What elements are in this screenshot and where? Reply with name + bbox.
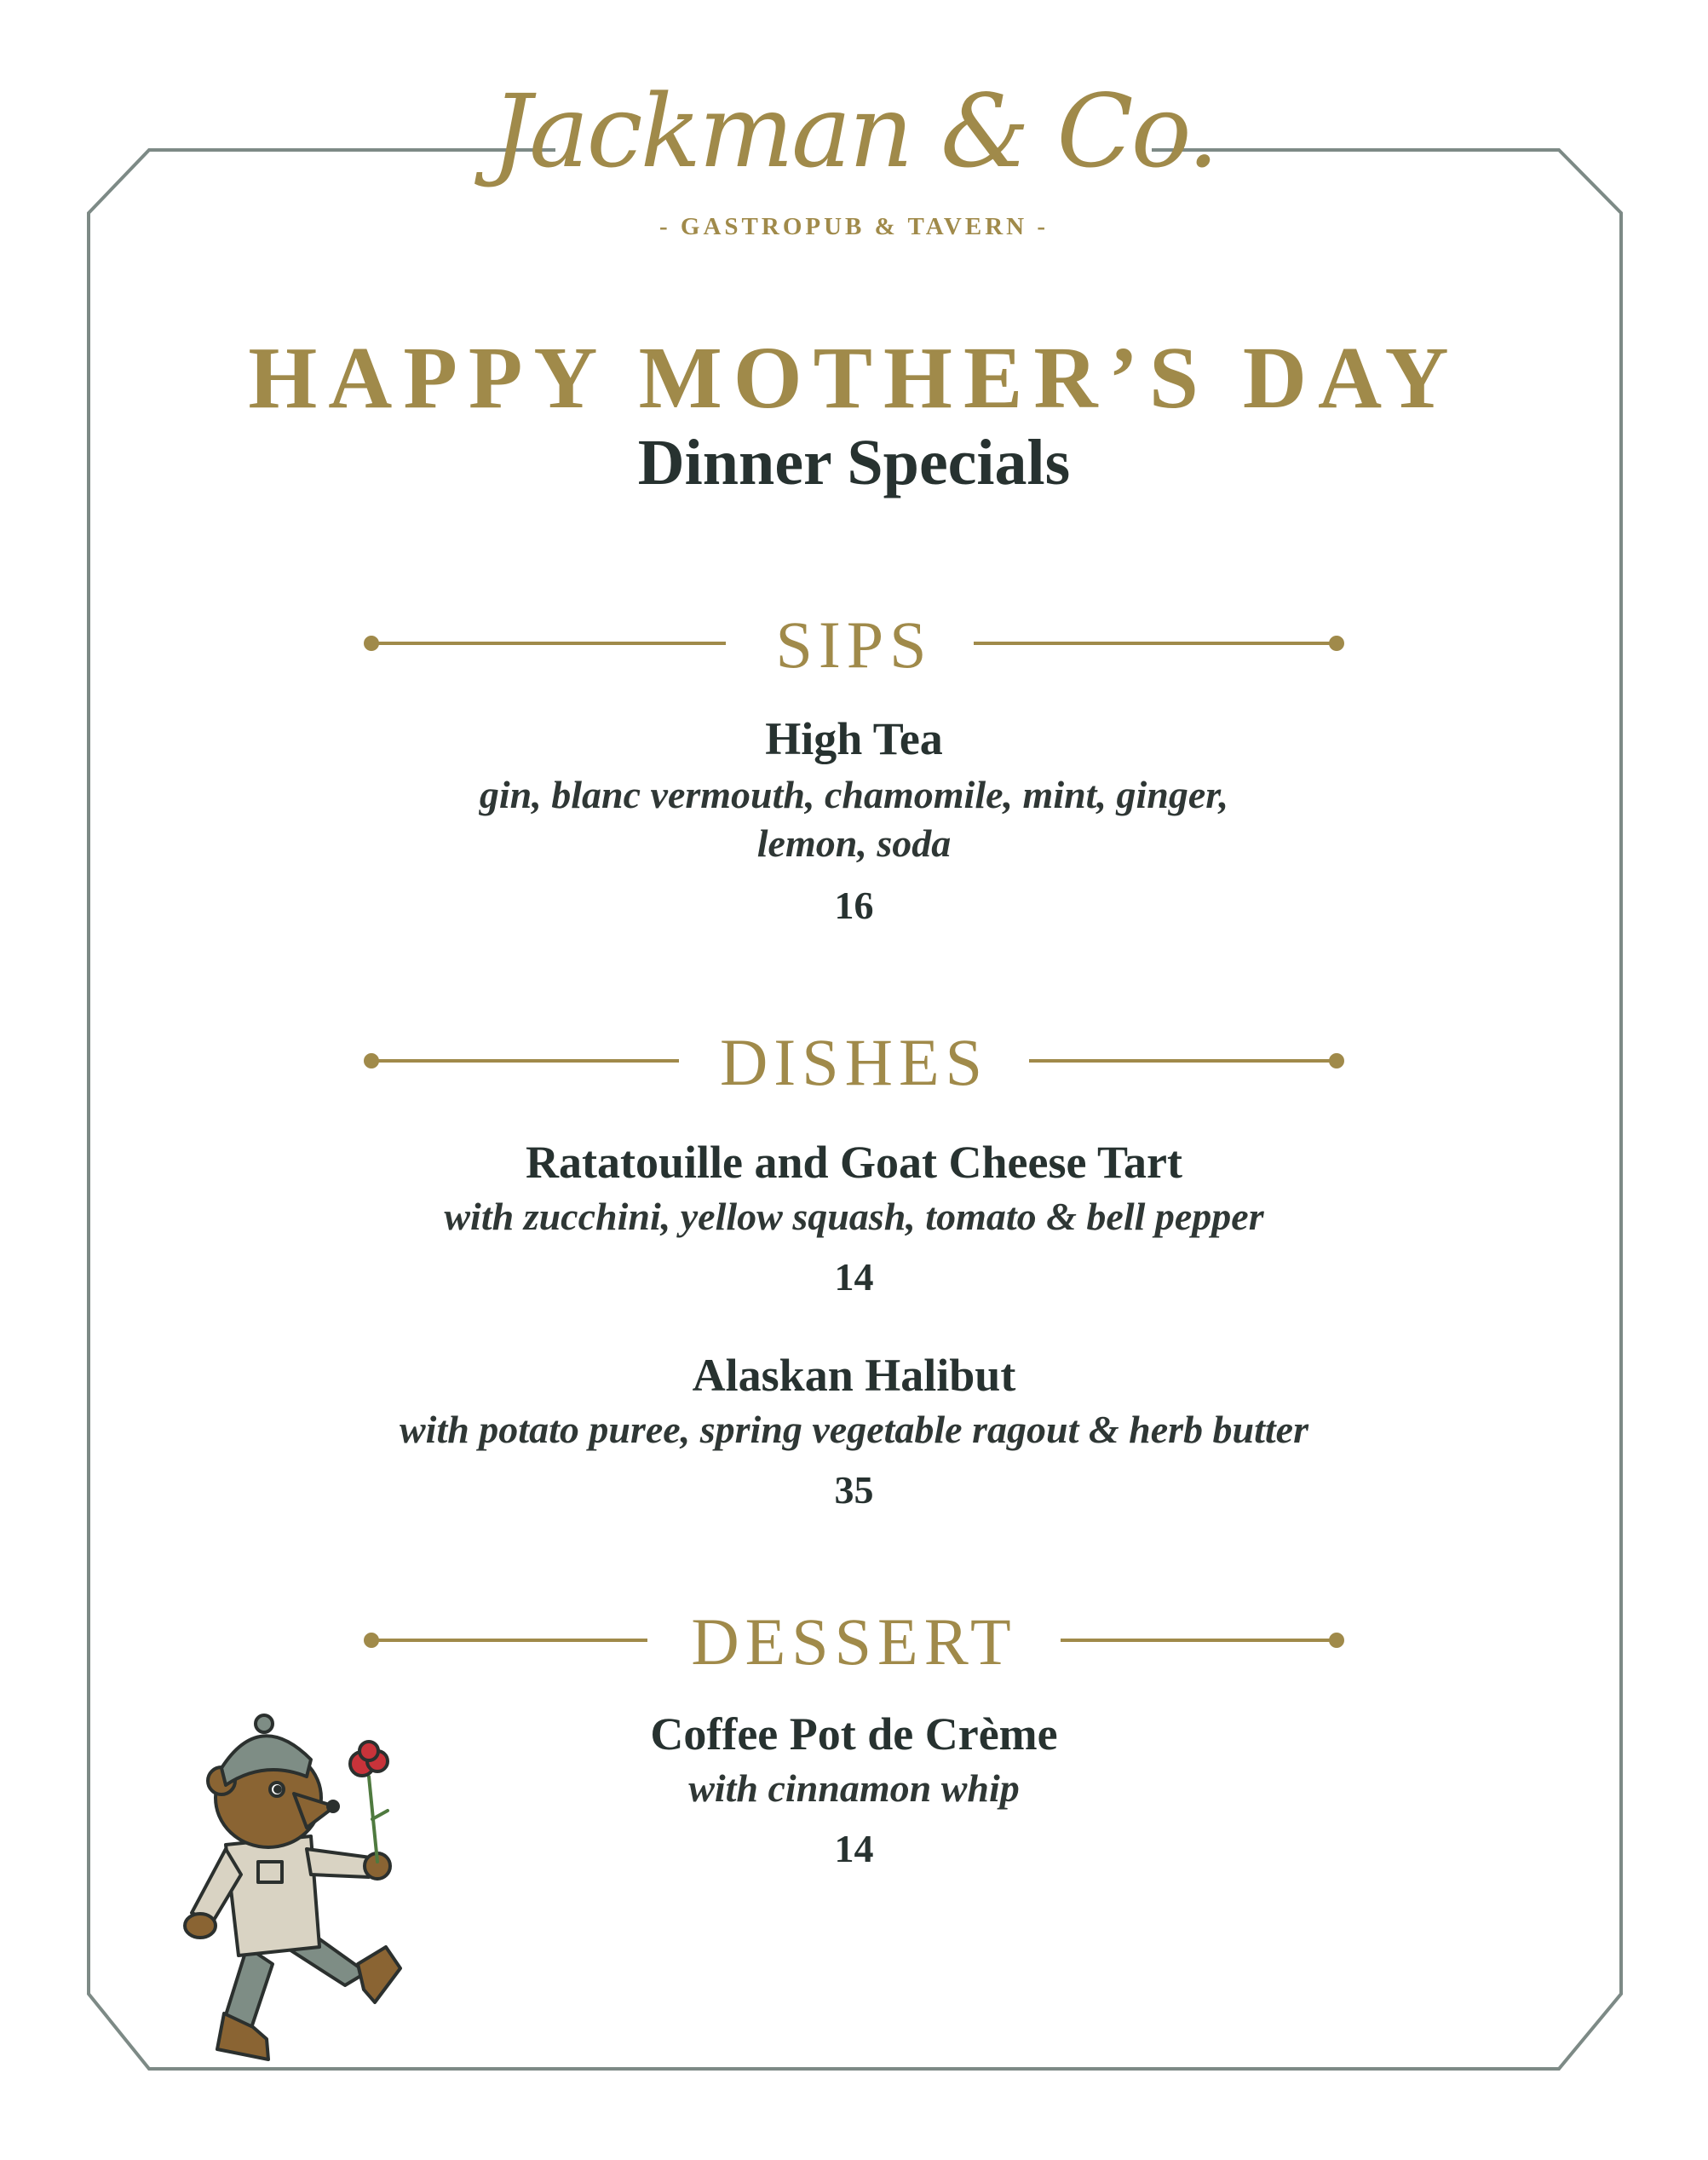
item-description-continued: lemon, soda	[756, 821, 952, 865]
brand-tagline: - GASTROPUB & TAVERN -	[659, 213, 1049, 240]
menu-item-ratatouille-tart	[0, 1139, 1708, 1297]
menu-item-alaskan-halibut	[0, 1352, 1708, 1510]
item-price: 14	[834, 1255, 874, 1299]
item-price: 14	[834, 1827, 874, 1870]
item-description: with cinnamon whip	[688, 1766, 1020, 1810]
page-title: HAPPY MOTHER’S DAY	[248, 329, 1460, 427]
item-name: Coffee Pot de Crème	[650, 1708, 1058, 1760]
bear-mascot-with-flower-icon	[166, 1691, 456, 2075]
item-name: Alaskan Halibut	[692, 1350, 1016, 1401]
menu-item-high-tea	[0, 713, 1708, 927]
brand-logo: Jackman & Co.	[491, 72, 1217, 190]
section-title-dishes: DISHES	[719, 1025, 989, 1099]
section-title-sips: SIPS	[775, 608, 933, 682]
item-price: 35	[834, 1468, 874, 1512]
item-description: with zucchini, yellow squash, tomato & bell pepper	[444, 1195, 1264, 1238]
item-description: with potato puree, spring vegetable ragout & herb butter	[399, 1408, 1308, 1451]
section-title-dessert: DESSERT	[691, 1604, 1017, 1679]
item-name: High Tea	[765, 713, 943, 764]
page-subtitle: Dinner Specials	[637, 427, 1071, 498]
item-description: gin, blanc vermouth, chamomile, mint, ginger,	[479, 773, 1229, 816]
item-name: Ratatouille and Goat Cheese Tart	[525, 1137, 1182, 1188]
item-price: 16	[834, 884, 874, 927]
